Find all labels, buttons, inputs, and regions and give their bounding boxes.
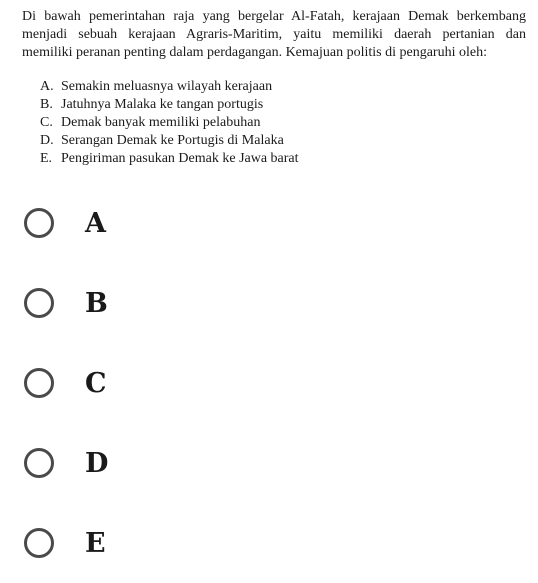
choice-letter: A. (40, 79, 54, 94)
choice-text: Pengiriman pasukan Demak ke Jawa barat (61, 151, 299, 166)
choice-letter: C. (40, 115, 53, 130)
question-line: Di bawah pemerintahan raja yang bergelar Al-Fatah, kerajaan Demak berkembang (22, 9, 526, 24)
answer-label: C (85, 367, 107, 399)
answer-option-a[interactable] (24, 203, 106, 243)
choice-text: Demak banyak memiliki pelabuhan (61, 115, 261, 130)
answer-label: A (85, 207, 106, 239)
answer-label: E (85, 527, 106, 559)
choice-letter: E. (40, 151, 53, 166)
radio-button-icon[interactable] (24, 208, 54, 238)
choice-text: Semakin meluasnya wilayah kerajaan (61, 79, 273, 94)
answer-option-c[interactable] (24, 363, 107, 403)
radio-button-icon[interactable] (24, 528, 54, 558)
choice-letter: D. (40, 133, 54, 148)
choice-text: Serangan Demak ke Portugis di Malaka (61, 133, 284, 148)
choice-item-e (40, 150, 299, 168)
answer-option-b[interactable] (24, 283, 108, 323)
choice-item-d (40, 132, 299, 150)
question-line: memiliki peranan penting dalam perdagangan. Kemajuan politis di pengaruhi oleh: (22, 45, 487, 60)
radio-button-icon[interactable] (24, 288, 54, 318)
choice-list (40, 78, 299, 168)
answer-option-d[interactable] (24, 443, 108, 483)
choice-item-b (40, 96, 299, 114)
question-text (22, 8, 526, 62)
answer-label: B (85, 287, 108, 319)
answer-option-e[interactable] (24, 523, 106, 563)
choice-item-a (40, 78, 299, 96)
choice-text: Jatuhnya Malaka ke tangan portugis (61, 97, 264, 112)
radio-button-icon[interactable] (24, 368, 54, 398)
choice-letter: B. (40, 97, 53, 112)
radio-button-icon[interactable] (24, 448, 54, 478)
answer-label: D (85, 447, 109, 479)
choice-item-c (40, 114, 299, 132)
question-line: menjadi sebuah kerajaan Agraris-Maritim, yaitu memiliki daerah pertanian dan (22, 27, 526, 42)
